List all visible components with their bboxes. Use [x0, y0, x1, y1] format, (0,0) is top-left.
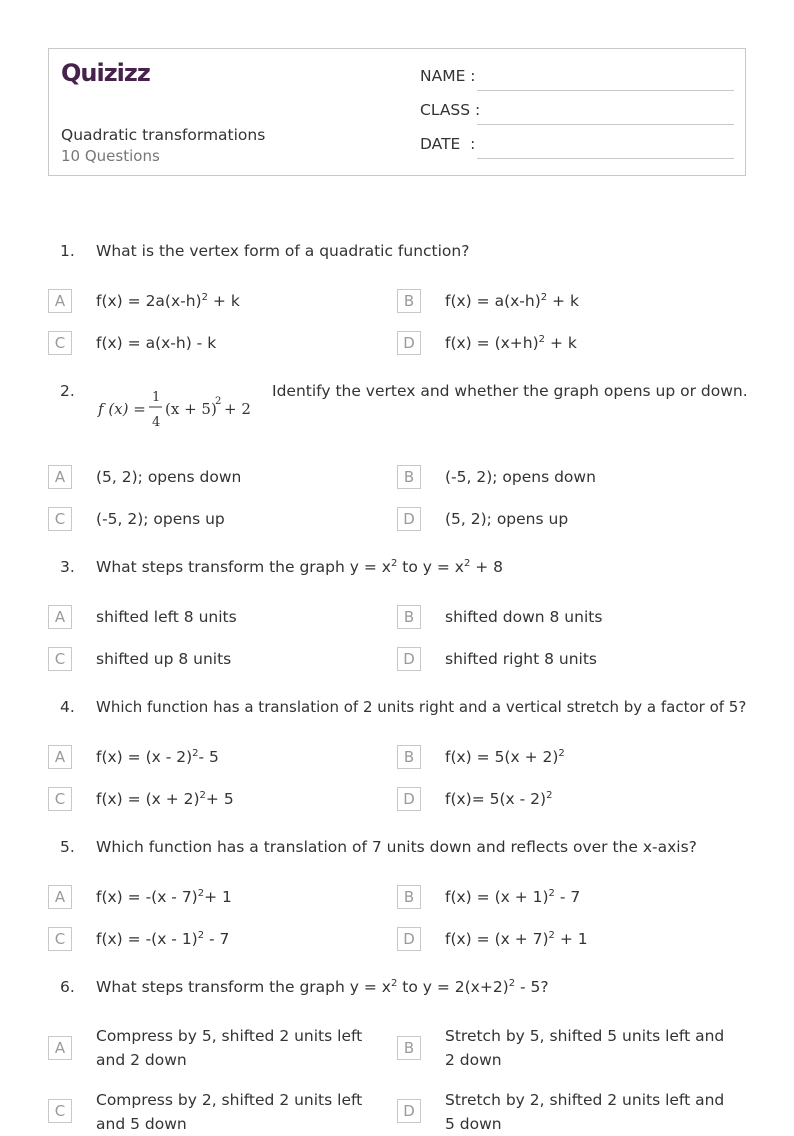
option-letter[interactable]: C: [48, 927, 72, 951]
question-text: Which function has a translation of 2 units right and a vertical stretch by a factor of 5?: [96, 698, 747, 716]
option-text: Compress by 5, shifted 2 units left and 2 down: [96, 1027, 363, 1069]
question-number: 5.: [60, 838, 75, 856]
class-label: CLASS :: [420, 101, 481, 119]
option-text: $f(x) = (x+h)^2 + k$: [445, 334, 577, 352]
question-count: 10 Questions: [61, 147, 160, 165]
option-letter[interactable]: A: [48, 1036, 72, 1060]
formula-tail: + 2: [224, 400, 251, 418]
option-letter[interactable]: A: [48, 745, 72, 769]
formula-lhs: f (x) =: [98, 400, 146, 418]
worksheet-header: [48, 48, 746, 176]
option-letter[interactable]: B: [397, 605, 421, 629]
option-letter[interactable]: B: [397, 885, 421, 909]
class-field[interactable]: [420, 99, 734, 125]
option-text: shifted down 8 units: [445, 608, 603, 626]
question-number: 6.: [60, 978, 75, 996]
quizizz-logo: [61, 57, 151, 87]
option-text: $f(x) = (x + 2)^2+ 5$: [96, 790, 234, 808]
option-letter[interactable]: C: [48, 507, 72, 531]
option-text: Compress by 2, shifted 2 units left and 5 down: [96, 1091, 363, 1133]
option-text: $f(x) = 2a(x-h)^2 + k$: [96, 292, 240, 310]
option-letter[interactable]: D: [397, 787, 421, 811]
option-letter[interactable]: A: [48, 605, 72, 629]
option-text: $f(x) = (x + 1)^2 - 7$: [445, 888, 581, 906]
option-letter[interactable]: C: [48, 787, 72, 811]
worksheet-title: Quadratic transformations: [61, 126, 266, 144]
question-number: 4.: [60, 698, 75, 716]
logo-text: Quizizz: [61, 59, 150, 87]
question-number: 3.: [60, 558, 75, 576]
question-text: What steps transform the graph $y = x^2$ to $y = x^2 + 8$: [96, 558, 504, 576]
option-letter[interactable]: C: [48, 1099, 72, 1123]
formula-image: [96, 384, 256, 434]
name-label: NAME :: [420, 67, 476, 85]
option-text: (5, 2); opens up: [445, 510, 569, 528]
option-text: (-5, 2); opens up: [96, 510, 225, 528]
option-text: f(x) = -(x - 7)$^2$+ 1: [96, 888, 232, 906]
option-text: shifted up 8 units: [96, 650, 232, 668]
option-text: f(x)= 5(x - 2)$^2$: [445, 790, 553, 808]
option-text: Stretch by 5, shifted 5 units left and 2 down: [445, 1027, 725, 1069]
option-text: f(x) = -(x - 1)$^2$ - 7: [96, 930, 230, 948]
option-letter[interactable]: B: [397, 465, 421, 489]
date-label: DATE :: [420, 135, 476, 153]
option-letter[interactable]: A: [48, 289, 72, 313]
option-text: (-5, 2); opens down: [445, 468, 596, 486]
option-letter[interactable]: B: [397, 1036, 421, 1060]
question-text: What is the vertex form of a quadratic function?: [96, 242, 470, 260]
name-line[interactable]: [477, 90, 734, 91]
option-text: $f(x) = (x + 7)^2 + 1$: [445, 930, 588, 948]
option-letter[interactable]: D: [397, 927, 421, 951]
question-text: What steps transform the graph $y = x^2$ to $y = 2(x+2)^2 - 5$?: [96, 978, 549, 996]
name-field[interactable]: [420, 65, 734, 91]
option-text: shifted right 8 units: [445, 650, 598, 668]
option-text: Stretch by 2, shifted 2 units left and 5 down: [445, 1091, 725, 1133]
date-field[interactable]: [420, 133, 734, 159]
question-number: 1.: [60, 242, 75, 260]
formula-exponent: 2: [215, 396, 222, 407]
option-letter[interactable]: C: [48, 331, 72, 355]
formula-body: (x + 5): [165, 400, 217, 418]
option-letter[interactable]: A: [48, 885, 72, 909]
question-text: Which function has a translation of 7 units down and reflects over the x-axis?: [96, 838, 697, 856]
option-letter[interactable]: D: [397, 1099, 421, 1123]
date-line[interactable]: [477, 158, 734, 159]
option-letter[interactable]: C: [48, 647, 72, 671]
question-text: Identify the vertex and whether the graph opens up or down.: [272, 382, 748, 400]
option-letter[interactable]: B: [397, 289, 421, 313]
option-letter[interactable]: B: [397, 745, 421, 769]
option-text: shifted left 8 units: [96, 608, 237, 626]
option-text: (5, 2); opens down: [96, 468, 242, 486]
option-text: f(x) = (x - 2)$^2$- 5: [96, 748, 219, 766]
class-line[interactable]: [477, 124, 734, 125]
option-letter[interactable]: A: [48, 465, 72, 489]
formula-denominator: 4: [152, 415, 161, 430]
formula-numerator: 1: [152, 390, 161, 405]
option-letter[interactable]: D: [397, 507, 421, 531]
option-letter[interactable]: D: [397, 647, 421, 671]
option-letter[interactable]: D: [397, 331, 421, 355]
option-text: $f(x) = 5(x + 2)^2$: [445, 748, 565, 766]
question-number: 2.: [60, 382, 75, 400]
option-text: f(x) = a(x-h) - k: [96, 334, 217, 352]
option-text: $f(x) = a(x-h)^2 + k$: [445, 292, 579, 310]
